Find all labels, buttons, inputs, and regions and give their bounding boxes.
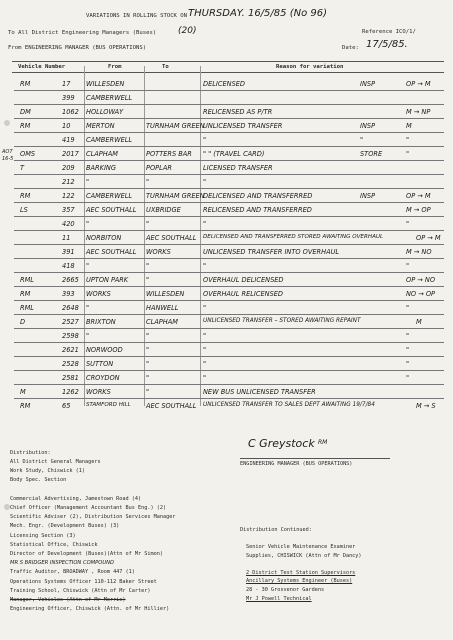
number-cell: 17 (62, 80, 71, 88)
extra-cell: INSP (360, 122, 376, 130)
to-cell: TURNHAM GREEN (146, 192, 205, 200)
from-cell: " (86, 220, 90, 228)
reason-cell: " (203, 136, 207, 144)
number-cell: 399 (62, 94, 75, 102)
distribution-item: Mech. Engr. (Development Buses) (3) (10, 523, 120, 530)
class-cell: RM (20, 402, 31, 410)
distribution-item: Manager, Vehicles (Attn of Mr Morris) (10, 597, 126, 604)
number-cell: 2527 (62, 318, 79, 326)
table-row (0, 315, 453, 329)
distribution-list (10, 458, 176, 614)
distribution-item: 2 District Test Station Supervisors (246, 569, 356, 576)
code-cell: OP → NO (406, 276, 436, 284)
class-cell: RML (20, 276, 34, 284)
margin-note: 16-5 (2, 156, 14, 162)
from-cell: BARKING (86, 164, 116, 172)
reason-cell: DELICENSED AND TRANSFERRED (203, 192, 313, 200)
to-cell: AEC SOUTHALL (146, 234, 197, 242)
code-cell: " (406, 150, 410, 158)
distribution-item: Work Study, Chiswick (1) (10, 468, 85, 475)
signatory-title: ENGINEERING MANAGER (BUS OPERATIONS) (240, 461, 353, 467)
distribution-item: Chief Officer (Management Accountant Bus Eng.) (2) (10, 505, 167, 512)
distribution-item: Supplies, CHISWICK (Attn of Mr Dancy) (246, 552, 362, 559)
table-row (0, 119, 453, 133)
code-cell: " (406, 136, 410, 144)
to-cell: POTTERS BAR (146, 150, 192, 158)
table-row (0, 175, 453, 189)
distribution-item: Engineering Officer, Chiswick (Attn. of Mr Hillier) (10, 606, 170, 613)
to-cell: CLAPHAM (146, 318, 178, 326)
reason-cell: UNLICENSED TRANSFER (203, 122, 283, 130)
to-cell: WORKS (146, 248, 171, 256)
to-cell: " (146, 374, 150, 382)
date-value: 17/5/85. (366, 39, 408, 50)
number-cell: 2665 (62, 276, 79, 284)
distribution-heading: Distribution: (10, 450, 51, 456)
to-cell: " (146, 262, 150, 270)
signature: C Greystock (248, 437, 315, 450)
distribution-item: Scientific Adviser (2), Distribution Services Manager (10, 514, 176, 521)
to-cell: " (146, 332, 150, 340)
code-cell: " (406, 262, 410, 270)
extra-cell: INSP (360, 80, 376, 88)
reason-cell: " (203, 360, 207, 368)
to-cell: TURNHAM GREEN (146, 122, 205, 130)
to-cell: " (146, 360, 150, 368)
distribution-item: Body Spec. Section (10, 477, 67, 484)
from-cell: WORKS (86, 388, 111, 396)
reason-cell: " (203, 178, 207, 186)
signature-rule (240, 458, 390, 459)
code-cell: M → OP (406, 206, 431, 214)
distribution-item: Commercial Advertising, Jamestown Road (4) (10, 495, 142, 502)
number-cell: 209 (62, 164, 75, 172)
class-cell: T (20, 164, 25, 172)
distribution-item (10, 486, 176, 495)
distribution-item: Senior Vehicle Maintenance Examiner (246, 544, 356, 550)
from-cell: CROYDON (86, 374, 120, 382)
table-header-rule (12, 72, 444, 73)
reason-cell: RELICENSED AS P/TR (203, 108, 273, 116)
reason-cell: UNLICENSED TRANSFER – STORED AWAITING REPAINT (203, 318, 361, 324)
from-cell: CAMBERWELL (86, 192, 133, 200)
table-row (0, 133, 453, 147)
distribution-item (246, 560, 362, 569)
from-cell: SUTTON (86, 360, 114, 368)
table-row (0, 301, 453, 315)
code-cell: " (406, 360, 410, 368)
from-cell: CAMBERWELL (86, 136, 133, 144)
from-cell: NORBITON (86, 234, 122, 242)
class-cell: RM (20, 192, 31, 200)
reason-cell: UNLICENSED TRANSFER INTO OVERHAUL (203, 248, 340, 256)
col-header-to: To (162, 64, 169, 70)
reason-cell: DELICENSED (203, 80, 245, 88)
distribution-continued-heading: Distribution Continued: (240, 527, 312, 533)
table-row (0, 203, 453, 217)
reason-cell: " (203, 332, 207, 340)
code-cell: " (406, 346, 410, 354)
distribution-item: Mr J Powell Technical (246, 595, 312, 602)
extra-cell: " (360, 136, 364, 144)
from-line: From ENGINEERING MANAGER (BUS OPERATIONS) (8, 45, 147, 51)
from-cell: " (86, 304, 90, 312)
number-cell: 357 (62, 206, 75, 214)
number-cell: 1062 (62, 108, 79, 116)
number-cell: 212 (62, 178, 75, 186)
extra-cell: INSP (360, 192, 376, 200)
number-cell: 2648 (62, 304, 79, 312)
class-cell: RM (20, 80, 31, 88)
from-cell: WORKS (86, 290, 111, 298)
class-cell: DM (20, 108, 31, 116)
table-row (0, 357, 453, 371)
code-cell: " (406, 332, 410, 340)
reason-cell: " (203, 220, 207, 228)
code-cell: M → NP (406, 108, 431, 116)
to-cell: " (146, 346, 150, 354)
to-cell: POPLAR (146, 164, 172, 172)
table-row (0, 245, 453, 259)
code-cell: OP → M (406, 80, 431, 88)
reason-cell: UNLICENSED TRANSFER TO SALES DEPT AWAITING 19/7/84 (203, 402, 375, 408)
from-cell: " (86, 332, 90, 340)
code-cell: " (406, 220, 410, 228)
from-cell: AEC SOUTHALL (86, 206, 137, 214)
to-cell: " (146, 220, 150, 228)
class-cell: RM (20, 122, 31, 130)
number-cell: 2528 (62, 360, 79, 368)
from-cell: BRIXTON (86, 318, 116, 326)
reason-cell: " " (TRAVEL CARD) (203, 150, 265, 158)
table-row (0, 287, 453, 301)
number-cell: 10 (62, 122, 71, 130)
table-row (0, 273, 453, 287)
col-header-vehicle: Vehicle Number (18, 64, 66, 70)
distribution-item: MR S BRIDGER INSPECTION COMPOUND (10, 560, 115, 567)
reason-cell: NEW BUS UNLICENSED TRANSFER (203, 388, 316, 396)
class-cell: OMS (20, 150, 36, 158)
class-cell: M (20, 388, 26, 396)
reason-cell: DELICENSED AND TRANSFERRED STORED AWAITING OVERHAUL (203, 234, 384, 240)
date-label: Date: (342, 45, 359, 51)
number-cell: 2017 (62, 150, 79, 158)
code-cell: " (406, 374, 410, 382)
to-cell: HANWELL (146, 304, 179, 312)
reason-cell: " (203, 374, 207, 382)
extra-cell: STORE (360, 150, 383, 158)
distribution-item: Training School, Chiswick (Attn of Mr Carter) (10, 587, 151, 594)
distribution-item: 28 - 30 Grosvenor Gardens (246, 586, 325, 593)
distribution-item: Ancillary Systems Engineer (Buses) (246, 578, 353, 585)
table-row (0, 91, 453, 105)
table-row (0, 147, 453, 161)
from-cell: " (86, 262, 90, 270)
reason-cell: LICENSED TRANSFER (203, 164, 273, 172)
reason-cell: " (203, 262, 207, 270)
distribution-item: Operations Systems Officer 110-112 Baker Street (10, 578, 157, 585)
title-prefix: VARIATIONS IN ROLLING STOCK ON (86, 13, 188, 19)
from-cell: CLAPHAM (86, 150, 118, 158)
number-cell: 2621 (62, 346, 79, 354)
from-cell: HOLLOWAY (86, 108, 124, 116)
distribution-item: Director of Development (Buses)(Attn of Mr Simon) (10, 551, 164, 558)
to-cell: WILLESDEN (146, 290, 185, 298)
from-cell: " (86, 178, 90, 186)
from-cell: NORWOOD (86, 346, 123, 354)
table-row (0, 231, 453, 245)
class-cell: RM (20, 290, 31, 298)
to-cell: " (146, 178, 150, 186)
distribution-item: Licensing Section (3) (10, 532, 76, 539)
reason-cell: " (203, 346, 207, 354)
table-row (0, 77, 453, 91)
from-cell: CAMBERWELL (86, 94, 133, 102)
code-cell: OP → M (416, 234, 441, 242)
reason-cell: OVERHAUL DELICENSED (203, 276, 284, 284)
table-row (0, 189, 453, 203)
table-row (0, 329, 453, 343)
table-row (0, 161, 453, 175)
number-cell: 393 (62, 290, 75, 298)
to-cell: UXBRIDGE (146, 206, 181, 214)
number-cell: 391 (62, 248, 75, 256)
code-cell: M (406, 122, 412, 130)
reason-cell: OVERHAUL RELICENSED (203, 290, 284, 298)
number-cell: 122 (62, 192, 75, 200)
code-cell: M → NO (406, 248, 432, 256)
number-cell: 2581 (62, 374, 79, 382)
from-cell: STAMFORD HILL (86, 402, 131, 408)
distribution-continued-list (246, 543, 362, 603)
reason-cell: RELICENSED AND TRANSFERRED (203, 206, 312, 214)
distribution-item: All District General Managers (10, 459, 101, 465)
from-cell: UPTON PARK (86, 276, 129, 284)
reason-cell: " (203, 304, 207, 312)
from-cell: AEC SOUTHALL (86, 248, 137, 256)
table-row (0, 217, 453, 231)
table-row (0, 371, 453, 385)
code-cell: NO → OP (406, 290, 436, 298)
to-cell: " (146, 276, 150, 284)
code-cell: M (416, 318, 422, 326)
table-row (0, 399, 453, 413)
table-top-rule (12, 61, 444, 62)
to-line: To All District Engineering Managers (Buses) (8, 30, 157, 36)
number-cell: 419 (62, 136, 75, 144)
number-cell: 11 (62, 234, 71, 242)
to-count: (20) (178, 26, 197, 36)
signature-initials: RM (318, 439, 328, 446)
class-cell: RML (20, 304, 34, 312)
table-row (0, 385, 453, 399)
margin-note: AO7 (2, 149, 13, 155)
number-cell: 420 (62, 220, 75, 228)
table-row (0, 259, 453, 273)
distribution-item: Statistical Office, Chiswick (10, 541, 98, 548)
code-cell: OP → M (406, 192, 431, 200)
class-cell: LS (20, 206, 28, 214)
col-header-reason: Reason for variation (276, 64, 344, 70)
from-cell: WILLESDEN (86, 80, 125, 88)
title-date: THURSDAY. 16/5/85 (No 96) (188, 8, 327, 19)
number-cell: 418 (62, 262, 75, 270)
class-cell: D (20, 318, 26, 326)
number-cell: 2598 (62, 332, 79, 340)
code-cell: " (406, 304, 410, 312)
reference-label: Reference ICO/1/ (362, 29, 416, 35)
from-cell: MERTON (86, 122, 115, 130)
to-cell: AEC SOUTHALL (146, 402, 197, 410)
number-cell: 65 (62, 402, 71, 410)
to-cell: " (146, 388, 150, 396)
table-row (0, 343, 453, 357)
code-cell: M → S (416, 402, 436, 410)
distribution-item: Traffic Auditor, BROADWAY , Room 447 (1) (10, 569, 135, 576)
table-row (0, 105, 453, 119)
col-header-from: From (108, 64, 122, 70)
number-cell: 1262 (62, 388, 79, 396)
